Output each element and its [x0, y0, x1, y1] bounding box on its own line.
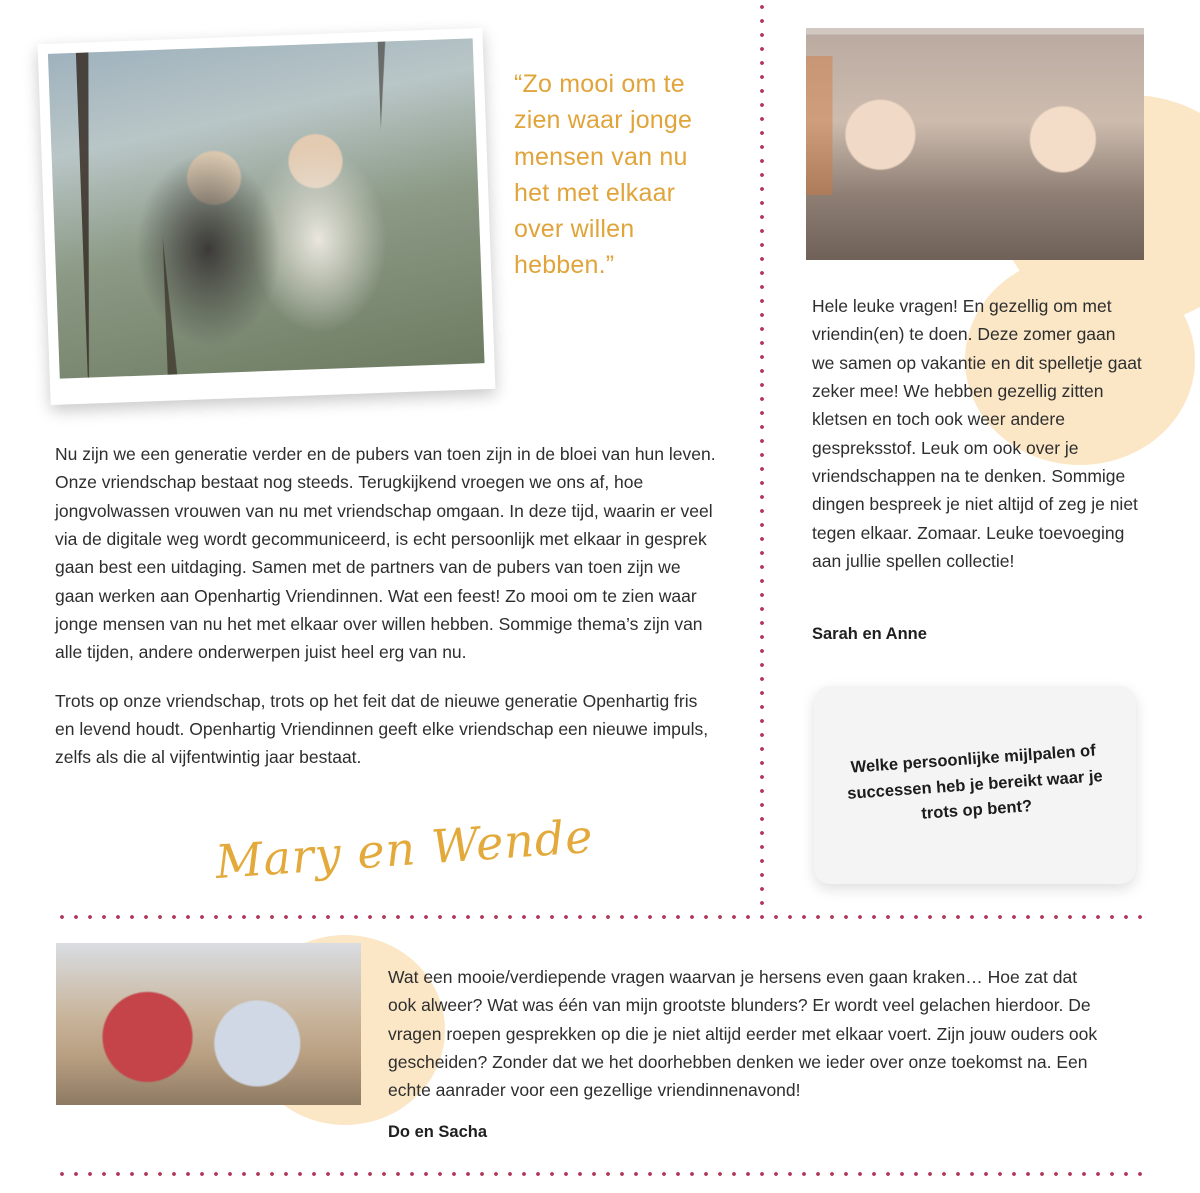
left-paragraph-1: Nu zijn we een generatie verder en de pubers van toen zijn in de bloei van hun leven. Onze vriendschap bestaat nog steeds. Terugkijkend vroegen we ons af, hoe jongvolwassen vrouwen van nu met vriendschap omgaan. In deze tijd, waarin er veel via de digitale weg wordt gecommuniceerd, is echt persoonlijk met elkaar in gesprek gaan best een uitdaging. Samen met de partners van de pubers van toen zijn we gaan werken aan Openhartig Vriendinnen. Wat een feest! Zo mooi om te zien waar jonge mensen van nu het met elkaar over willen hebben. Sommige thema’s zijn van alle tijden, andere onderwerpen juist heel erg van nu.: [55, 444, 716, 663]
bottom-testimonial-paragraph: Wat een mooie/verdiepende vragen waarvan je hersens even gaan kraken… Hoe zat dat ook alweer? Wat was één van mijn grootste blunders? Er wordt veel gelachen hierdoor. De vragen roepen gesprekken op die je niet altijd eerder met elkaar voert. Zijn jouw ouders ook gescheiden? Zonder dat we het doorhebben denken we ieder over onze toekomst na. Een echte aanrader voor een gezellige vriendinnenavond!: [388, 967, 1098, 1101]
question-card-text: Welke persoonlijke mijlpalen of successen heb je bereikt waar je trots op bent?: [846, 741, 1104, 823]
question-card: [814, 686, 1136, 884]
right-testimonial-paragraph: Hele leuke vragen! En gezellig om met vriendin(en) te doen. Deze zomer gaan we samen op vakantie en dit spelletje gaat zeker mee! We hebben gezellig zitten kletsen en toch ook weer andere gespreksstof. Leuk om ook over je vriendschappen na te denken. Sommige dingen bespreek je niet altijd of zeg je niet tegen elkaar. Zomaar. Leuke toevoeging aan jullie spellen collectie!: [812, 296, 1142, 572]
bottom-testimonial-text: [388, 963, 1103, 1105]
signature-mary-en-wende: Mary en Wende: [213, 808, 596, 890]
attribution-sarah-en-anne: Sarah en Anne: [812, 625, 927, 643]
pull-quote: “Zo mooi om te zien waar jonge mensen van nu het met elkaar over willen hebben.”: [514, 70, 693, 280]
vertical-dotted-divider: [760, 0, 764, 915]
photo-two-women-outdoors: [38, 28, 496, 405]
photo-two-women-playing-game: [56, 943, 361, 1105]
horizontal-dotted-divider-middle: [55, 915, 1145, 919]
photo-image-kitchen: [806, 28, 1144, 260]
left-paragraph-2: Trots op onze vriendschap, trots op het feit dat de nieuwe generatie Openhartig fris en levend houdt. Openhartig Vriendinnen geeft elke vriendschap een nieuwe impuls, zelfs als die al vijfentwintig jaar bestaat.: [55, 690, 709, 768]
left-body-text: [55, 440, 720, 772]
photo-image-trees: [48, 38, 485, 378]
horizontal-dotted-divider-bottom: [55, 1172, 1145, 1176]
right-testimonial-text: [812, 292, 1142, 575]
photo-two-women-at-table: [806, 28, 1144, 260]
photo-image-table: [56, 943, 361, 1105]
attribution-do-en-sacha: Do en Sacha: [388, 1123, 488, 1141]
